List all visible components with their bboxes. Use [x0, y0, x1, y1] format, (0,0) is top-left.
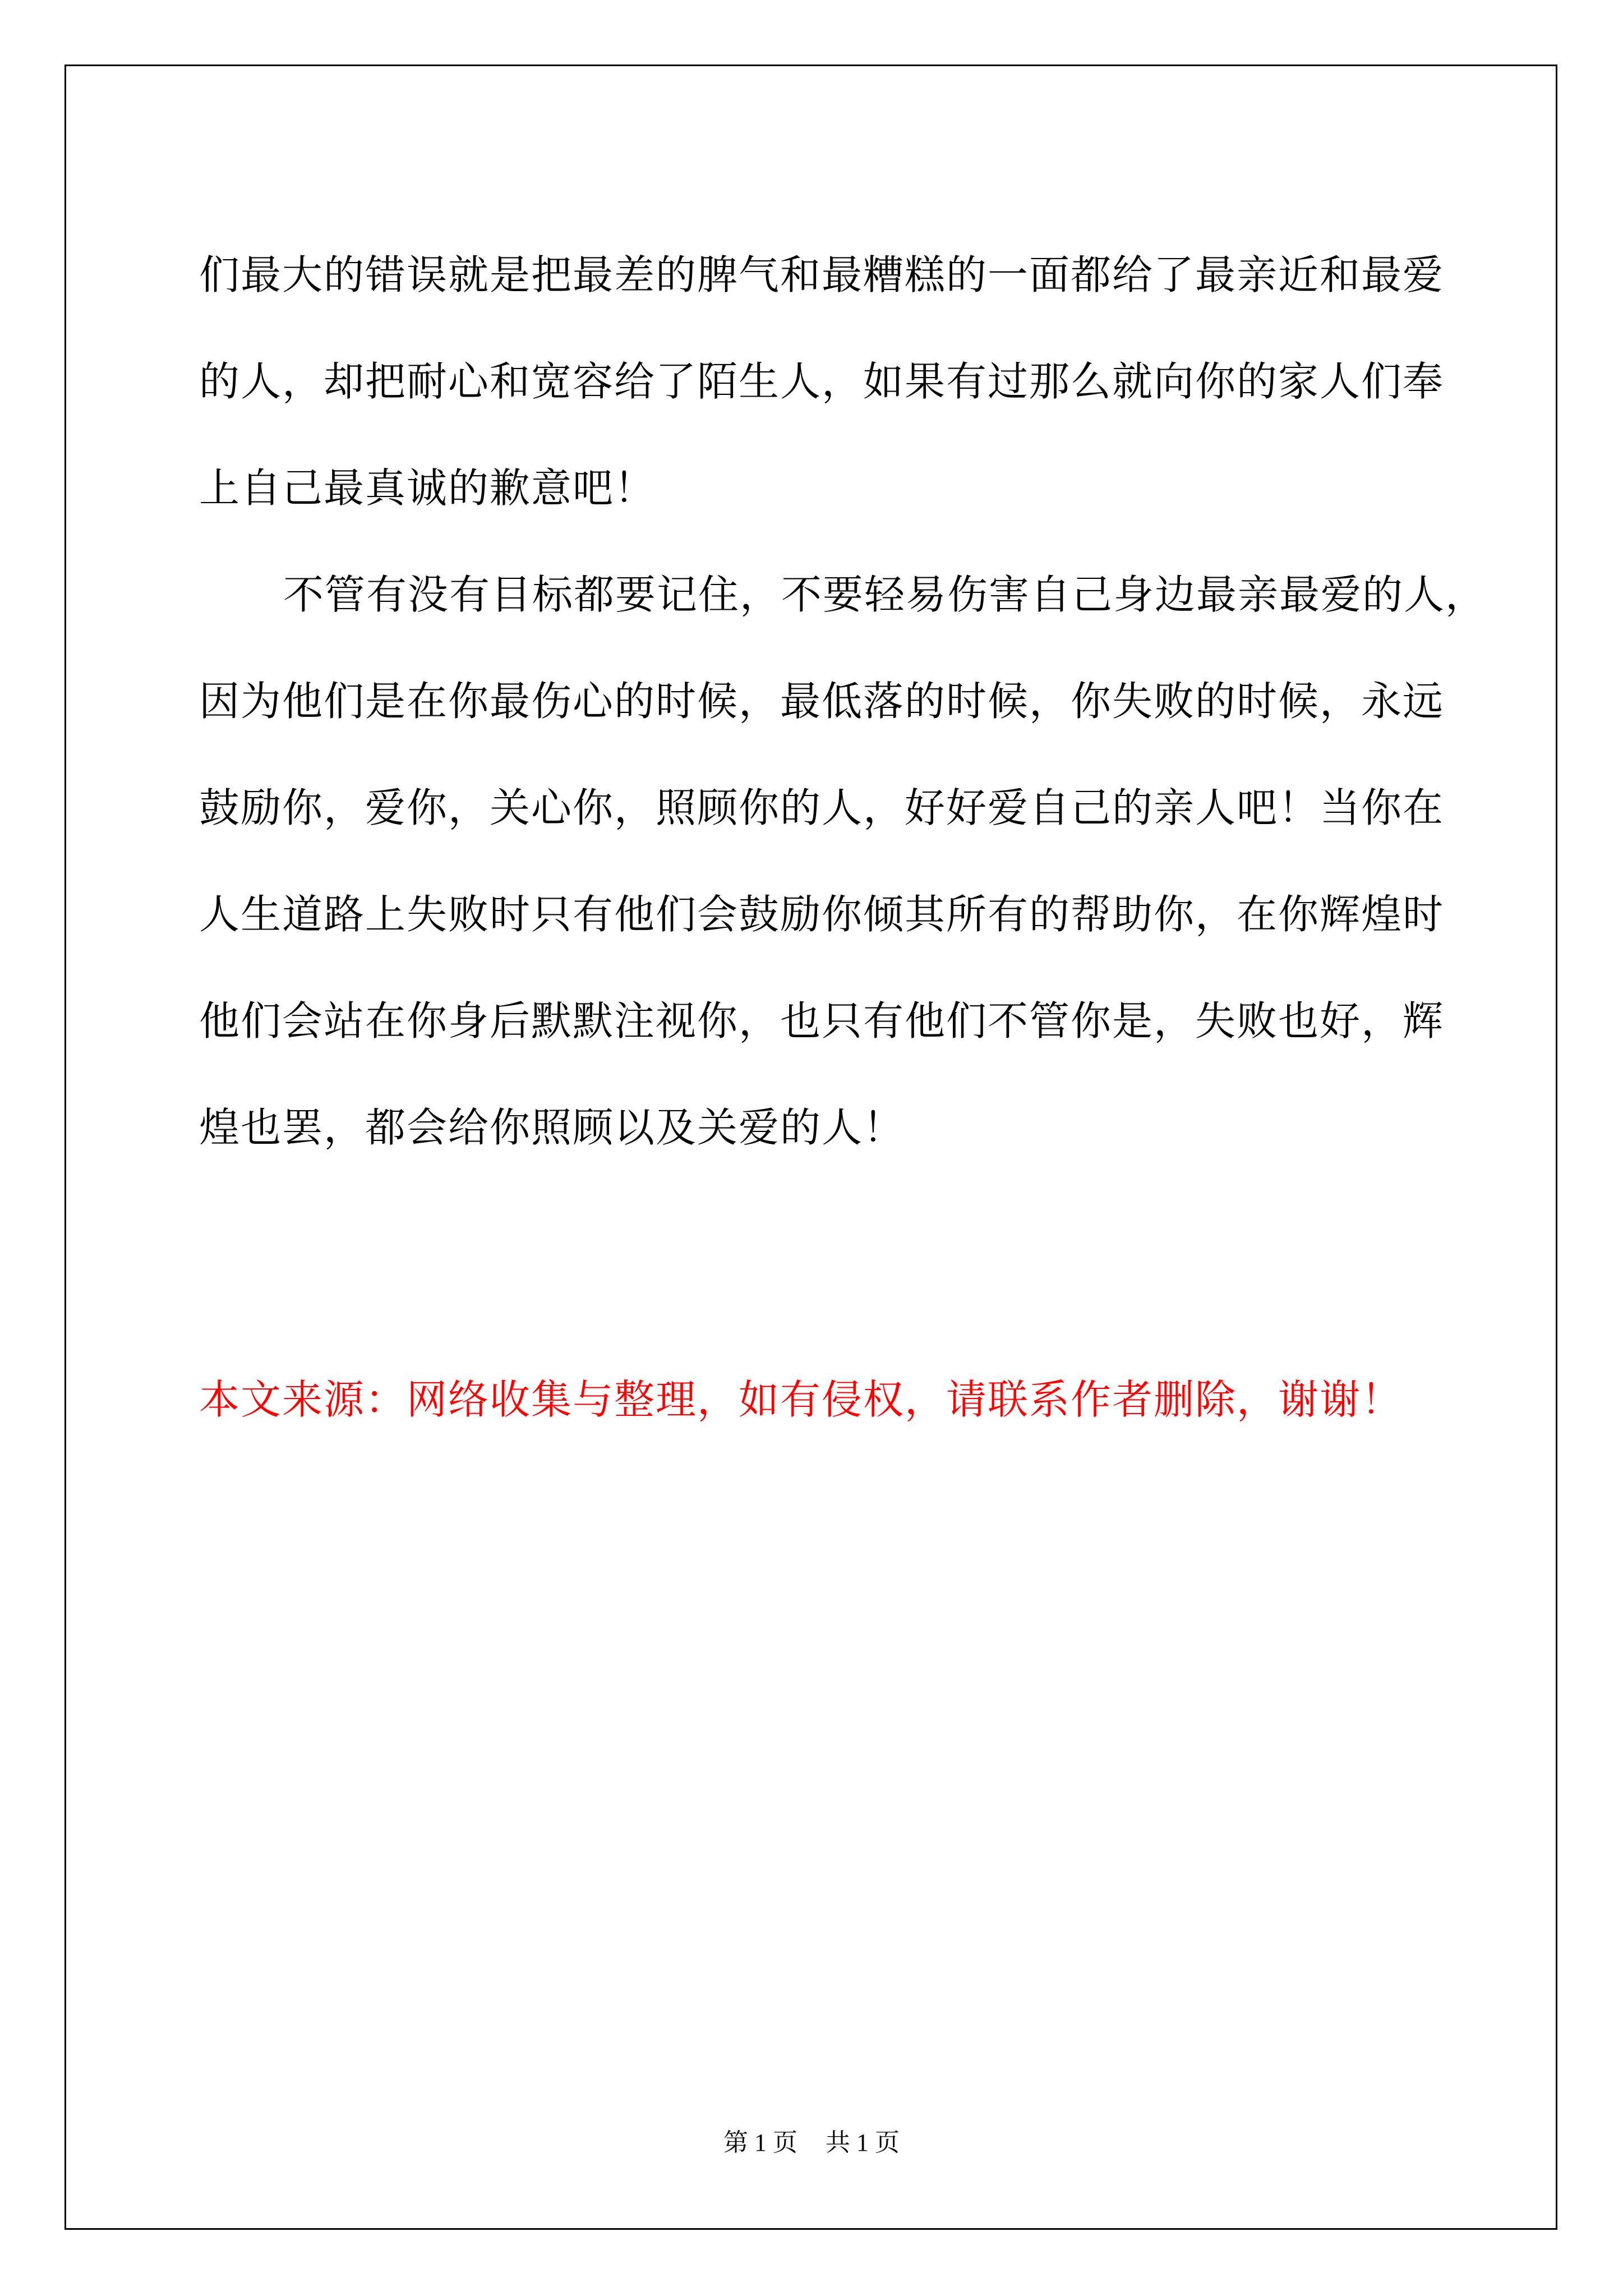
paragraph-first-line: 不管有没有目标都要记住，不要轻易伤害自己身边最亲最爱的人， — [283, 571, 1487, 618]
text-line: 煌也罢，都会给你照顾以及关爱的人！ — [199, 1104, 905, 1151]
page-number-total: 共 1 页 — [826, 2129, 900, 2156]
source-note: 本文来源：网络收集与整理，如有侵权，请联系作者删除，谢谢！ — [199, 1376, 1403, 1423]
text-line: 他们会站在你身后默默注视你，也只有他们不管你是，失败也好，辉 — [199, 997, 1445, 1045]
text-line: 因为他们是在你最伤心的时候，最低落的时候，你失败的时候，永远 — [199, 678, 1445, 725]
page-footer — [0, 2126, 1623, 2160]
text-line: 的人，却把耐心和宽容给了陌生人，如果有过那么就向你的家人们奉 — [199, 358, 1445, 405]
document-body — [199, 222, 1487, 1181]
text-line: 上自己最真诚的歉意吧！ — [199, 464, 656, 512]
text-line: 鼓励你，爱你，关心你，照顾你的人，好好爱自己的亲人吧！当你在 — [199, 784, 1445, 831]
text-line: 人生道路上失败时只有他们会鼓励你倾其所有的帮助你，在你辉煌时 — [199, 891, 1445, 938]
page-number-current: 第 1 页 — [723, 2129, 797, 2156]
text-line: 们最大的错误就是把最差的脾气和最糟糕的一面都给了最亲近和最爱 — [199, 251, 1445, 298]
